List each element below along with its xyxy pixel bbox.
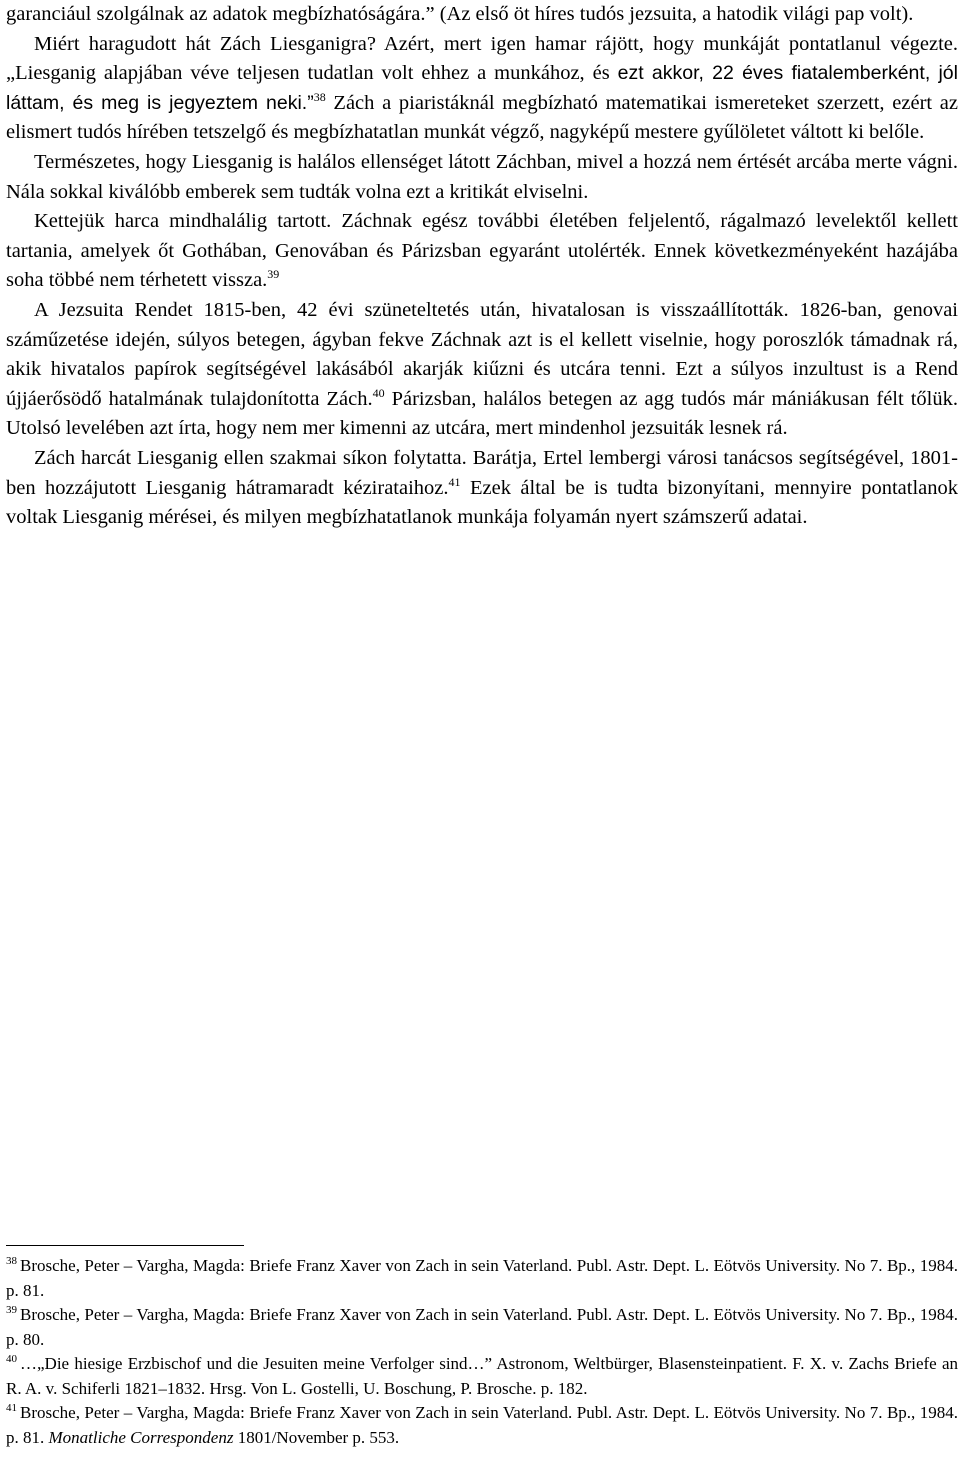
footnote-ref-39[interactable]: 39 (267, 267, 280, 282)
paragraph-5-text-b: Párizsban, halálos betegen az agg tudós már mániákusan félt tőlük. Utolsó levelében azt írta, hogy nem mer kimenni az utcára, mert mindenhol jezsuiták lesnek rá. (6, 387, 958, 440)
paragraph-2-text-c: Zách a piaristáknál megbízható matematikai ismereteket szerzett, ezért az elismert tudós hírében tetszelgő és megbízhatatlan munkát végző, nagyképű mestere gyűlöletet váltott ki belőle. (6, 91, 958, 144)
footnote-number: 40 (6, 1353, 17, 1365)
paragraph-6-text-a: Zách harcát Liesganig ellen szakmai síkon folytatta. Barátja, Ertel lembergi városi tanácsos segítségével, 1801-ben hozzájutott Liesganig hátramaradt kézirataihoz. (6, 446, 958, 499)
paragraph-1: garanciául szolgálnak az adatok megbízhatóságára.” (Az első öt híres tudós jezsuita, a hatodik világi pap volt). (6, 3, 914, 25)
paragraph-5 (6, 296, 958, 444)
paragraph-2-text-b: ezt akkor, 22 éves fiatalemberként, jól láttam, és meg is jegyeztem neki.” (6, 62, 958, 114)
paragraph-5-text-a: A Jezsuita Rendet 1815-ben, 42 évi szüneteltetés után, hivatalosan is visszaállították. 1826-ban, genovai száműzetése idején, súlyos betegen, ágyban fekve Záchnak azt is el kellett viselnie, hogy poroszlók támadnak rá, akik hivatalos papírok segítségével lakásából akarják kiűzni és utcára tenni. Ezt a súlyos inzultust is a Rend újjáerősödő hatalmának tulajdonította Zách. (6, 298, 958, 410)
paragraph-6 (6, 444, 958, 533)
paragraph-4 (6, 207, 958, 296)
footnotes-section (6, 1245, 958, 1450)
footnote-separator (6, 1245, 244, 1246)
footnote-39 (6, 1303, 958, 1352)
footnote-41 (6, 1401, 958, 1450)
footnote-ref-40[interactable]: 40 (372, 385, 385, 400)
footnote-number: 38 (6, 1255, 17, 1267)
footnote-text: Brosche, Peter – Vargha, Magda: Briefe Franz Xaver von Zach in sein Vaterland. Publ. Astr. Dept. L. Eötvös University. No 7. Bp., 1984. p. 81. (6, 1256, 958, 1300)
paragraph-2-text-a: Miért haragudott hát Zách Liesganigra? Azért, mert igen hamar rájött, hogy munkáját pontatlanul végezte. „Liesganig alapjában véve teljesen tudatlan volt ehhez a munkához, és (6, 32, 958, 85)
footnote-number: 39 (6, 1304, 17, 1316)
paragraph-4-text: Kettejük harca mindhalálig tartott. Záchnak egész további életében feljelentő, rágalmazó levelektől kellett tartania, amelyek őt Gothában, Genovában és Párizsban egyaránt utolérték. Ennek következményeként hazájába soha többé nem térhetett vissza. (6, 210, 958, 292)
footnote-text: …„Die hiesige Erzbischof und die Jesuiten meine Verfolger sind…” Astronom, Weltbürger, Blasensteinpatient. F. X. v. Zachs Briefe an R. A. v. Schiferli 1821–1832. Hrsg. Von L. Gostelli, U. Boschung, P. Brosche. p. 182. (6, 1354, 958, 1398)
paragraph-6-text-b: Ezek által be is tudta bizonyítani, mennyire pontatlanok voltak Liesganig mérései, és milyen megbízhatatlanok munkája folyamán nyert számszerű adatai. (6, 476, 958, 529)
footnote-text-end: 1801/November p. 553. (233, 1427, 400, 1447)
paragraph-2 (6, 30, 958, 148)
footnote-text: Brosche, Peter – Vargha, Magda: Briefe Franz Xaver von Zach in sein Vaterland. Publ. Astr. Dept. L. Eötvös University. No 7. Bp., 1984. p. 80. (6, 1305, 958, 1349)
footnote-ref-41[interactable]: 41 (448, 474, 461, 489)
footnote-40 (6, 1352, 958, 1401)
paragraph-3: Természetes, hogy Liesganig is halálos ellenséget látott Záchban, mivel a hozzá nem értését arcába merte vágni. Nála sokkal kiválóbb emberek sem tudták volna ezt a kritikát elviselni. (6, 150, 958, 203)
footnote-number: 41 (6, 1402, 17, 1414)
footnote-italic-title: Monatliche Correspondenz (48, 1427, 234, 1447)
footnote-text: Brosche, Peter – Vargha, Magda: Briefe Franz Xaver von Zach in sein Vaterland. Publ. Astr. Dept. L. Eötvös University. No 7. Bp., 1984. p. 81. (6, 1403, 958, 1447)
document-body (6, 0, 958, 533)
footnote-38 (6, 1254, 958, 1303)
footnote-ref-38[interactable]: 38 (313, 89, 326, 104)
